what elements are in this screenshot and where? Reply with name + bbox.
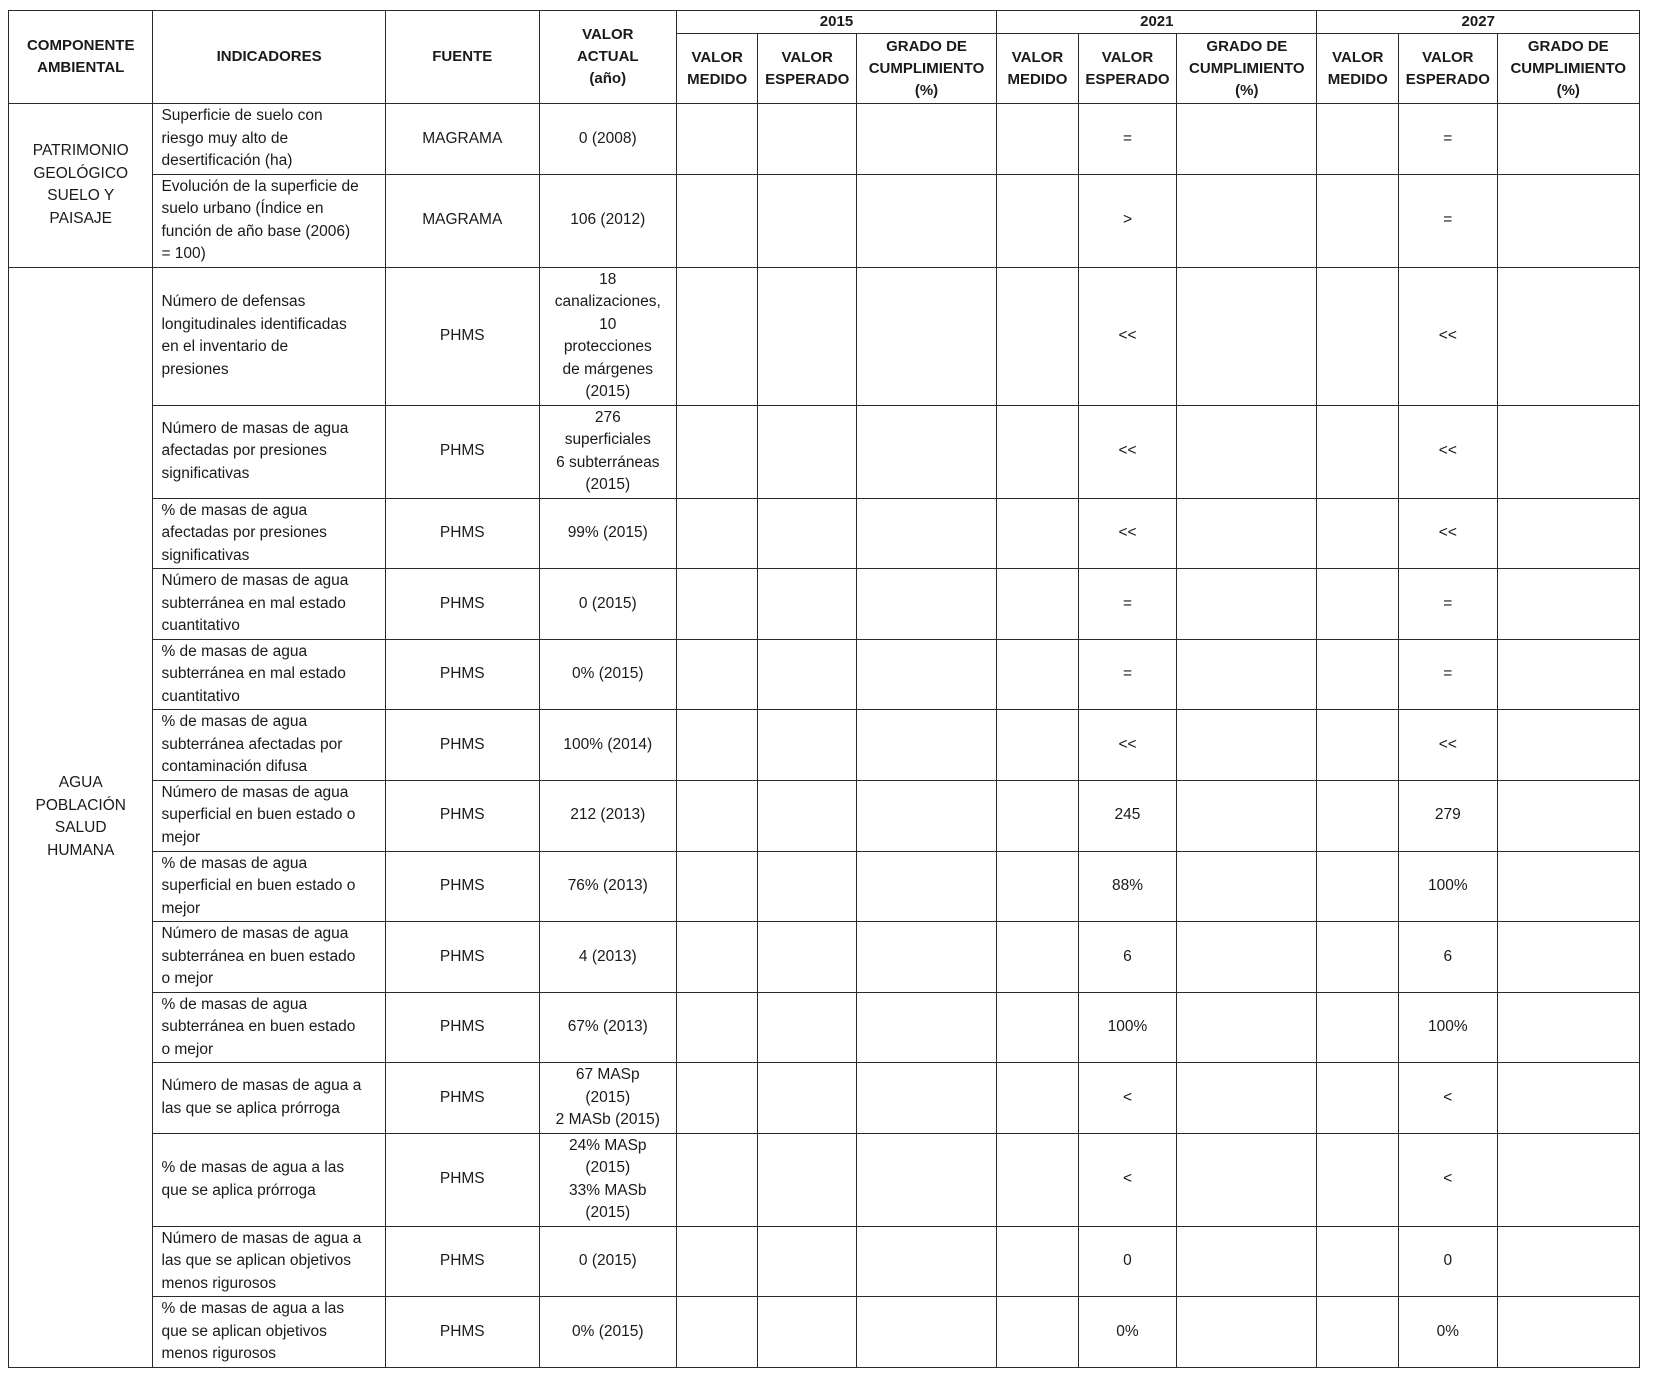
indicador-cell: Evolución de la superficie de suelo urbano (Índice en función de año base (2006) = 100) xyxy=(153,174,385,267)
valor-esperado-2015-cell xyxy=(758,992,856,1063)
componente-ambiental-cell: PATRIMONIO GEOLÓGICO SUELO Y PAISAJE xyxy=(9,104,153,268)
valor-esperado-2021-cell: = xyxy=(1078,104,1176,175)
valor-medido-2015-cell xyxy=(676,267,758,405)
header-grado-cumplimiento-2015: GRADO DE CUMPLIMIENTO (%) xyxy=(856,34,996,104)
componente-ambiental-cell: AGUA POBLACIÓN SALUD HUMANA xyxy=(9,267,153,1367)
valor-medido-2021-cell xyxy=(997,267,1079,405)
valor-esperado-2021-cell: 6 xyxy=(1078,922,1176,993)
valor-esperado-2027-cell: << xyxy=(1399,498,1497,569)
table-body xyxy=(9,104,1640,1368)
fuente-cell: PHMS xyxy=(385,1226,539,1297)
grado-cumplimiento-2015-cell xyxy=(856,1063,996,1134)
valor-esperado-2015-cell xyxy=(758,405,856,498)
valor-esperado-2021-cell: 88% xyxy=(1078,851,1176,922)
valor-esperado-2021-cell: << xyxy=(1078,405,1176,498)
valor-esperado-2015-cell xyxy=(758,639,856,710)
valor-medido-2027-cell xyxy=(1317,498,1399,569)
grado-cumplimiento-2027-cell xyxy=(1497,498,1639,569)
valor-medido-2021-cell xyxy=(997,851,1079,922)
valor-esperado-2015-cell xyxy=(758,851,856,922)
valor-medido-2021-cell xyxy=(997,1133,1079,1226)
valor-medido-2015-cell xyxy=(676,498,758,569)
header-year-2021: 2021 xyxy=(997,11,1317,34)
valor-medido-2027-cell xyxy=(1317,1063,1399,1134)
valor-actual-cell: 18 canalizaciones, 10 protecciones de márgenes (2015) xyxy=(539,267,676,405)
valor-medido-2021-cell xyxy=(997,780,1079,851)
valor-esperado-2015-cell xyxy=(758,922,856,993)
valor-esperado-2027-cell: 279 xyxy=(1399,780,1497,851)
valor-esperado-2027-cell: << xyxy=(1399,267,1497,405)
valor-esperado-2021-cell: 245 xyxy=(1078,780,1176,851)
valor-actual-cell: 0 (2008) xyxy=(539,104,676,175)
grado-cumplimiento-2021-cell xyxy=(1177,1297,1317,1368)
grado-cumplimiento-2027-cell xyxy=(1497,174,1639,267)
fuente-cell: PHMS xyxy=(385,710,539,781)
valor-medido-2015-cell xyxy=(676,1133,758,1226)
table-row xyxy=(9,405,1640,498)
valor-esperado-2027-cell: = xyxy=(1399,569,1497,640)
valor-medido-2015-cell xyxy=(676,851,758,922)
valor-medido-2021-cell xyxy=(997,922,1079,993)
valor-medido-2027-cell xyxy=(1317,639,1399,710)
grado-cumplimiento-2015-cell xyxy=(856,1297,996,1368)
table-row xyxy=(9,267,1640,405)
grado-cumplimiento-2021-cell xyxy=(1177,267,1317,405)
grado-cumplimiento-2027-cell xyxy=(1497,710,1639,781)
indicador-cell: Número de defensas longitudinales identificadas en el inventario de presiones xyxy=(153,267,385,405)
grado-cumplimiento-2015-cell xyxy=(856,174,996,267)
header-grado-cumplimiento-2021: GRADO DE CUMPLIMIENTO (%) xyxy=(1177,34,1317,104)
valor-esperado-2015-cell xyxy=(758,267,856,405)
valor-medido-2015-cell xyxy=(676,104,758,175)
valor-esperado-2027-cell: << xyxy=(1399,710,1497,781)
valor-esperado-2021-cell: < xyxy=(1078,1063,1176,1134)
grado-cumplimiento-2027-cell xyxy=(1497,267,1639,405)
header-valor-actual: VALOR ACTUAL (año) xyxy=(539,11,676,104)
grado-cumplimiento-2027-cell xyxy=(1497,1226,1639,1297)
valor-actual-cell: 100% (2014) xyxy=(539,710,676,781)
valor-medido-2021-cell xyxy=(997,992,1079,1063)
grado-cumplimiento-2021-cell xyxy=(1177,174,1317,267)
valor-medido-2027-cell xyxy=(1317,405,1399,498)
indicador-cell: % de masas de agua subterránea afectadas por contaminación difusa xyxy=(153,710,385,781)
valor-esperado-2027-cell: < xyxy=(1399,1063,1497,1134)
grado-cumplimiento-2021-cell xyxy=(1177,498,1317,569)
valor-esperado-2021-cell: > xyxy=(1078,174,1176,267)
valor-esperado-2015-cell xyxy=(758,710,856,781)
fuente-cell: PHMS xyxy=(385,405,539,498)
grado-cumplimiento-2021-cell xyxy=(1177,1133,1317,1226)
header-year-2015: 2015 xyxy=(676,11,996,34)
valor-esperado-2027-cell: << xyxy=(1399,405,1497,498)
grado-cumplimiento-2015-cell xyxy=(856,780,996,851)
valor-esperado-2027-cell: = xyxy=(1399,639,1497,710)
valor-medido-2027-cell xyxy=(1317,569,1399,640)
indicador-cell: Número de masas de agua a las que se aplica prórroga xyxy=(153,1063,385,1134)
valor-medido-2021-cell xyxy=(997,639,1079,710)
table-row xyxy=(9,992,1640,1063)
header-year-2027: 2027 xyxy=(1317,11,1640,34)
valor-esperado-2027-cell: 0 xyxy=(1399,1226,1497,1297)
indicador-cell: Número de masas de agua subterránea en mal estado cuantitativo xyxy=(153,569,385,640)
grado-cumplimiento-2027-cell xyxy=(1497,780,1639,851)
grado-cumplimiento-2015-cell xyxy=(856,104,996,175)
fuente-cell: PHMS xyxy=(385,639,539,710)
grado-cumplimiento-2021-cell xyxy=(1177,569,1317,640)
valor-esperado-2015-cell xyxy=(758,1226,856,1297)
valor-esperado-2015-cell xyxy=(758,498,856,569)
valor-medido-2021-cell xyxy=(997,569,1079,640)
grado-cumplimiento-2021-cell xyxy=(1177,1063,1317,1134)
valor-medido-2015-cell xyxy=(676,1226,758,1297)
grado-cumplimiento-2021-cell xyxy=(1177,405,1317,498)
header-valor-esperado-2027: VALOR ESPERADO xyxy=(1399,34,1497,104)
header-indicadores: INDICADORES xyxy=(153,11,385,104)
grado-cumplimiento-2015-cell xyxy=(856,992,996,1063)
valor-actual-cell: 0 (2015) xyxy=(539,1226,676,1297)
header-valor-medido-2015: VALOR MEDIDO xyxy=(676,34,758,104)
valor-medido-2021-cell xyxy=(997,1226,1079,1297)
header-valor-esperado-2015: VALOR ESPERADO xyxy=(758,34,856,104)
valor-medido-2027-cell xyxy=(1317,922,1399,993)
grado-cumplimiento-2021-cell xyxy=(1177,922,1317,993)
indicators-table xyxy=(8,10,1640,1368)
valor-actual-cell: 0% (2015) xyxy=(539,639,676,710)
valor-esperado-2027-cell: = xyxy=(1399,174,1497,267)
grado-cumplimiento-2015-cell xyxy=(856,922,996,993)
grado-cumplimiento-2027-cell xyxy=(1497,851,1639,922)
grado-cumplimiento-2027-cell xyxy=(1497,405,1639,498)
table-row xyxy=(9,104,1640,175)
indicador-cell: Número de masas de agua a las que se aplican objetivos menos rigurosos xyxy=(153,1226,385,1297)
grado-cumplimiento-2021-cell xyxy=(1177,780,1317,851)
valor-esperado-2027-cell: 6 xyxy=(1399,922,1497,993)
grado-cumplimiento-2027-cell xyxy=(1497,1133,1639,1226)
fuente-cell: PHMS xyxy=(385,851,539,922)
header-valor-esperado-2021: VALOR ESPERADO xyxy=(1078,34,1176,104)
valor-actual-cell: 67% (2013) xyxy=(539,992,676,1063)
indicador-cell: % de masas de agua a las que se aplica prórroga xyxy=(153,1133,385,1226)
valor-esperado-2021-cell: << xyxy=(1078,267,1176,405)
grado-cumplimiento-2027-cell xyxy=(1497,992,1639,1063)
valor-esperado-2021-cell: << xyxy=(1078,710,1176,781)
table-row xyxy=(9,1063,1640,1134)
grado-cumplimiento-2015-cell xyxy=(856,267,996,405)
grado-cumplimiento-2015-cell xyxy=(856,405,996,498)
table-row xyxy=(9,1297,1640,1368)
valor-esperado-2015-cell xyxy=(758,569,856,640)
fuente-cell: PHMS xyxy=(385,569,539,640)
valor-actual-cell: 0% (2015) xyxy=(539,1297,676,1368)
indicador-cell: Número de masas de agua subterránea en buen estado o mejor xyxy=(153,922,385,993)
valor-medido-2021-cell xyxy=(997,104,1079,175)
grado-cumplimiento-2015-cell xyxy=(856,710,996,781)
valor-medido-2015-cell xyxy=(676,405,758,498)
valor-medido-2021-cell xyxy=(997,405,1079,498)
valor-actual-cell: 212 (2013) xyxy=(539,780,676,851)
valor-medido-2027-cell xyxy=(1317,267,1399,405)
valor-medido-2021-cell xyxy=(997,710,1079,781)
grado-cumplimiento-2021-cell xyxy=(1177,104,1317,175)
valor-medido-2027-cell xyxy=(1317,851,1399,922)
valor-medido-2015-cell xyxy=(676,922,758,993)
valor-medido-2027-cell xyxy=(1317,1297,1399,1368)
valor-medido-2027-cell xyxy=(1317,1133,1399,1226)
header-componente: COMPONENTE AMBIENTAL xyxy=(9,11,153,104)
valor-actual-cell: 0 (2015) xyxy=(539,569,676,640)
grado-cumplimiento-2027-cell xyxy=(1497,104,1639,175)
indicador-cell: Número de masas de agua superficial en buen estado o mejor xyxy=(153,780,385,851)
valor-esperado-2015-cell xyxy=(758,1063,856,1134)
indicador-cell: Número de masas de agua afectadas por presiones significativas xyxy=(153,405,385,498)
grado-cumplimiento-2027-cell xyxy=(1497,922,1639,993)
fuente-cell: PHMS xyxy=(385,498,539,569)
valor-esperado-2021-cell: = xyxy=(1078,569,1176,640)
valor-medido-2015-cell xyxy=(676,639,758,710)
valor-actual-cell: 76% (2013) xyxy=(539,851,676,922)
fuente-cell: PHMS xyxy=(385,267,539,405)
valor-medido-2015-cell xyxy=(676,710,758,781)
table-row xyxy=(9,174,1640,267)
valor-esperado-2015-cell xyxy=(758,174,856,267)
table-row xyxy=(9,569,1640,640)
indicador-cell: % de masas de agua subterránea en mal estado cuantitativo xyxy=(153,639,385,710)
valor-actual-cell: 67 MASp (2015) 2 MASb (2015) xyxy=(539,1063,676,1134)
valor-medido-2021-cell xyxy=(997,1297,1079,1368)
valor-medido-2021-cell xyxy=(997,174,1079,267)
header-valor-medido-2027: VALOR MEDIDO xyxy=(1317,34,1399,104)
valor-actual-cell: 4 (2013) xyxy=(539,922,676,993)
grado-cumplimiento-2027-cell xyxy=(1497,1063,1639,1134)
valor-esperado-2021-cell: < xyxy=(1078,1133,1176,1226)
header-fuente: FUENTE xyxy=(385,11,539,104)
grado-cumplimiento-2015-cell xyxy=(856,639,996,710)
valor-medido-2027-cell xyxy=(1317,780,1399,851)
grado-cumplimiento-2015-cell xyxy=(856,1226,996,1297)
valor-medido-2015-cell xyxy=(676,569,758,640)
valor-actual-cell: 99% (2015) xyxy=(539,498,676,569)
indicador-cell: Superficie de suelo con riesgo muy alto de desertificación (ha) xyxy=(153,104,385,175)
valor-medido-2021-cell xyxy=(997,1063,1079,1134)
grado-cumplimiento-2021-cell xyxy=(1177,992,1317,1063)
fuente-cell: MAGRAMA xyxy=(385,104,539,175)
valor-medido-2015-cell xyxy=(676,1063,758,1134)
valor-actual-cell: 276 superficiales 6 subterráneas (2015) xyxy=(539,405,676,498)
valor-esperado-2015-cell xyxy=(758,104,856,175)
indicador-cell: % de masas de agua afectadas por presiones significativas xyxy=(153,498,385,569)
fuente-cell: MAGRAMA xyxy=(385,174,539,267)
grado-cumplimiento-2027-cell xyxy=(1497,639,1639,710)
table-row xyxy=(9,639,1640,710)
valor-esperado-2021-cell: << xyxy=(1078,498,1176,569)
table-row xyxy=(9,1226,1640,1297)
valor-medido-2027-cell xyxy=(1317,710,1399,781)
valor-medido-2027-cell xyxy=(1317,1226,1399,1297)
table-row xyxy=(9,922,1640,993)
valor-esperado-2021-cell: 100% xyxy=(1078,992,1176,1063)
valor-medido-2015-cell xyxy=(676,992,758,1063)
valor-esperado-2027-cell: < xyxy=(1399,1133,1497,1226)
valor-esperado-2015-cell xyxy=(758,780,856,851)
valor-esperado-2021-cell: = xyxy=(1078,639,1176,710)
grado-cumplimiento-2015-cell xyxy=(856,1133,996,1226)
fuente-cell: PHMS xyxy=(385,780,539,851)
fuente-cell: PHMS xyxy=(385,922,539,993)
indicador-cell: % de masas de agua a las que se aplican objetivos menos rigurosos xyxy=(153,1297,385,1368)
fuente-cell: PHMS xyxy=(385,992,539,1063)
fuente-cell: PHMS xyxy=(385,1133,539,1226)
grado-cumplimiento-2021-cell xyxy=(1177,851,1317,922)
indicador-cell: % de masas de agua superficial en buen estado o mejor xyxy=(153,851,385,922)
valor-esperado-2027-cell: 0% xyxy=(1399,1297,1497,1368)
table-row xyxy=(9,1133,1640,1226)
valor-esperado-2027-cell: = xyxy=(1399,104,1497,175)
valor-medido-2015-cell xyxy=(676,780,758,851)
valor-medido-2027-cell xyxy=(1317,174,1399,267)
grado-cumplimiento-2021-cell xyxy=(1177,710,1317,781)
indicador-cell: % de masas de agua subterránea en buen estado o mejor xyxy=(153,992,385,1063)
grado-cumplimiento-2015-cell xyxy=(856,569,996,640)
table-row xyxy=(9,710,1640,781)
valor-medido-2015-cell xyxy=(676,174,758,267)
grado-cumplimiento-2027-cell xyxy=(1497,1297,1639,1368)
valor-medido-2021-cell xyxy=(997,498,1079,569)
valor-esperado-2015-cell xyxy=(758,1297,856,1368)
grado-cumplimiento-2015-cell xyxy=(856,851,996,922)
valor-medido-2027-cell xyxy=(1317,104,1399,175)
table-row xyxy=(9,851,1640,922)
valor-medido-2027-cell xyxy=(1317,992,1399,1063)
valor-esperado-2015-cell xyxy=(758,1133,856,1226)
grado-cumplimiento-2015-cell xyxy=(856,498,996,569)
grado-cumplimiento-2021-cell xyxy=(1177,639,1317,710)
valor-actual-cell: 106 (2012) xyxy=(539,174,676,267)
table-row xyxy=(9,498,1640,569)
valor-actual-cell: 24% MASp (2015) 33% MASb (2015) xyxy=(539,1133,676,1226)
valor-esperado-2027-cell: 100% xyxy=(1399,992,1497,1063)
grado-cumplimiento-2027-cell xyxy=(1497,569,1639,640)
fuente-cell: PHMS xyxy=(385,1063,539,1134)
valor-esperado-2027-cell: 100% xyxy=(1399,851,1497,922)
valor-esperado-2021-cell: 0% xyxy=(1078,1297,1176,1368)
grado-cumplimiento-2021-cell xyxy=(1177,1226,1317,1297)
valor-esperado-2021-cell: 0 xyxy=(1078,1226,1176,1297)
fuente-cell: PHMS xyxy=(385,1297,539,1368)
header-valor-medido-2021: VALOR MEDIDO xyxy=(997,34,1079,104)
header-grado-cumplimiento-2027: GRADO DE CUMPLIMIENTO (%) xyxy=(1497,34,1639,104)
valor-medido-2015-cell xyxy=(676,1297,758,1368)
table-row xyxy=(9,780,1640,851)
